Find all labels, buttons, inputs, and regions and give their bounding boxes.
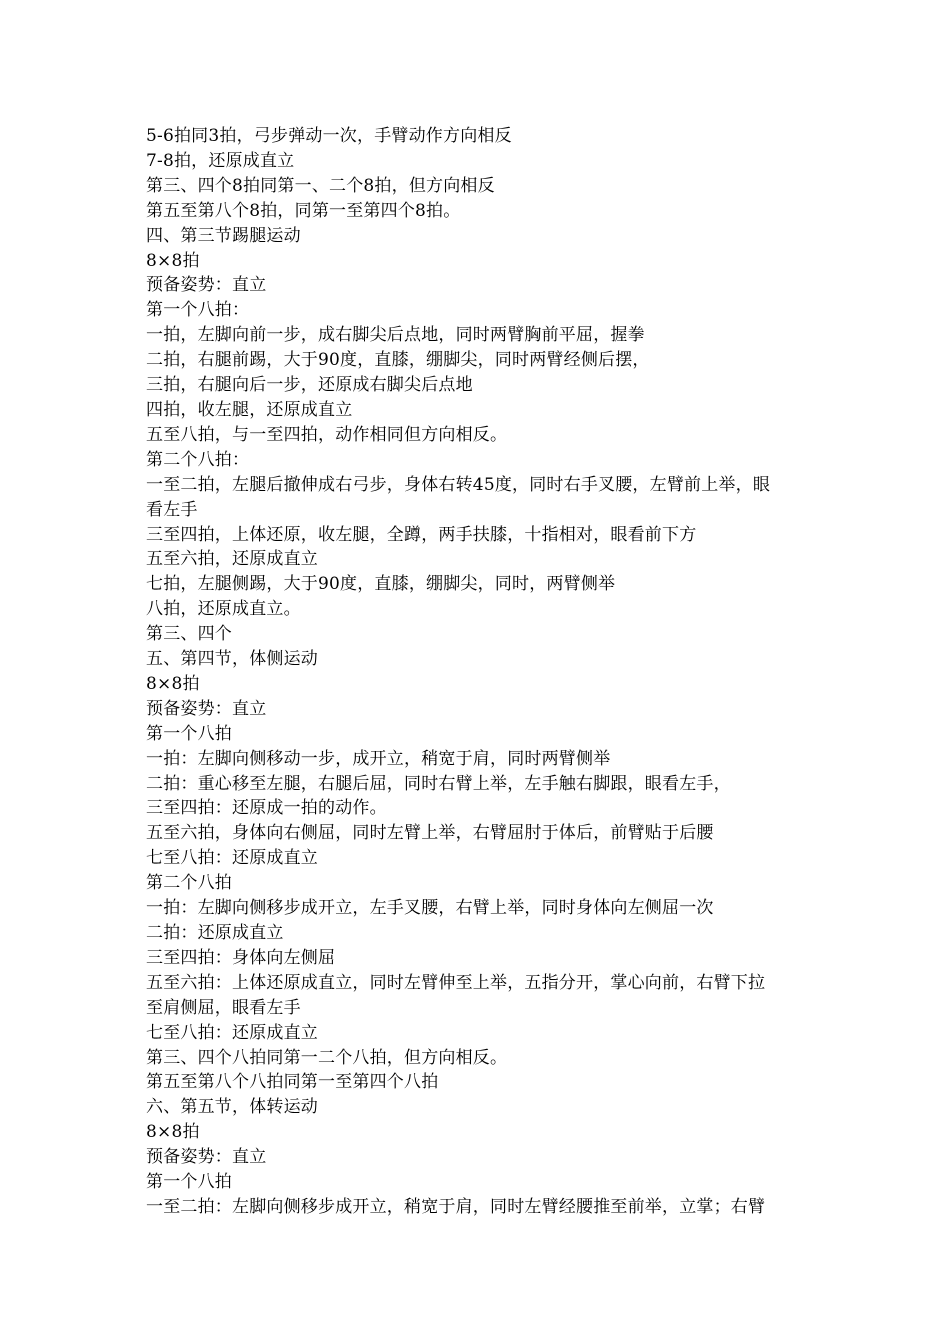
text-line: 第三、四个 bbox=[146, 624, 232, 645]
text-line: 至肩侧屈，眼看左手 bbox=[146, 997, 301, 1018]
text-line: 三至四拍：还原成一拍的动作。 bbox=[146, 798, 387, 819]
text-line: 二拍：还原成直立 bbox=[146, 923, 284, 943]
text-line: 5-6拍同3拍，弓步弹动一次，手臂动作方向相反 bbox=[146, 126, 512, 146]
text-line: 五至八拍，与一至四拍，动作相同但方向相反。 bbox=[146, 424, 508, 445]
text-line: 看左手 bbox=[146, 499, 198, 520]
text-line: 一至二拍：左脚向侧移步成开立，稍宽于肩，同时左臂经腰推至前举，立掌；右臂 bbox=[146, 1196, 766, 1217]
text-line: 预备姿势：直立 bbox=[146, 1147, 267, 1168]
text-line: 第一个八拍 bbox=[146, 1172, 232, 1193]
text-line: 七拍，左腿侧踢，大于90度，直膝，绷脚尖，同时，两臂侧举 bbox=[146, 574, 616, 595]
text-line: 三拍，右腿向后一步，还原成右脚尖后点地 bbox=[146, 375, 473, 396]
text-line: 四拍，收左腿，还原成直立 bbox=[146, 399, 353, 420]
text-line: 8×8拍 bbox=[146, 1122, 200, 1143]
text-line: 预备姿势：直立 bbox=[146, 698, 267, 719]
text-line: 8×8拍 bbox=[146, 250, 200, 271]
text-line: 二拍：重心移至左腿，右腿后屈，同时右臂上举，左手触右脚跟，眼看左手， bbox=[146, 773, 731, 794]
text-line: 八拍，还原成直立。 bbox=[146, 599, 301, 620]
text-line: 四、第三节踢腿运动 bbox=[146, 225, 301, 246]
text-line: 五至六拍，还原成直立 bbox=[146, 549, 318, 570]
text-line: 第一个八拍： bbox=[146, 300, 250, 321]
text-line: 一拍，左脚向前一步，成右脚尖后点地，同时两臂胸前平屈，握拳 bbox=[146, 325, 645, 346]
text-line: 第三、四个8拍同第一、二个8拍，但方向相反 bbox=[146, 175, 495, 196]
text-line: 五、第四节，体侧运动 bbox=[146, 649, 318, 670]
text-line: 一至二拍，左腿后撤伸成右弓步，身体右转45度，同时右手叉腰，左臂前上举，眼 bbox=[146, 474, 771, 495]
text-line: 第五至第八个八拍同第一至第四个八拍 bbox=[146, 1072, 439, 1093]
document-body bbox=[146, 124, 812, 1220]
text-line: 七至八拍：还原成直立 bbox=[146, 848, 318, 869]
text-line: 第五至第八个8拍，同第一至第四个8拍。 bbox=[146, 200, 461, 221]
text-line: 三至四拍，上体还原，收左腿，全蹲，两手扶膝，十指相对，眼看前下方 bbox=[146, 524, 697, 545]
text-line: 七至八拍：还原成直立 bbox=[146, 1022, 318, 1043]
text-line: 六、第五节，体转运动 bbox=[146, 1097, 318, 1118]
text-line: 二拍，右腿前踢，大于90度，直膝，绷脚尖，同时两臂经侧后摆， bbox=[146, 350, 650, 371]
text-line: 第二个八拍： bbox=[146, 449, 250, 470]
text-line: 第三、四个八拍同第一二个八拍，但方向相反。 bbox=[146, 1047, 508, 1068]
text-line: 三至四拍：身体向左侧屈 bbox=[146, 947, 336, 968]
text-line: 一拍：左脚向侧移动一步，成开立，稍宽于肩，同时两臂侧举 bbox=[146, 748, 611, 769]
text-line: 预备姿势：直立 bbox=[146, 275, 267, 296]
text-line: 第一个八拍 bbox=[146, 723, 232, 744]
text-line: 五至六拍，身体向右侧屈，同时左臂上举，右臂屈肘于体后，前臂贴于后腰 bbox=[146, 823, 714, 844]
text-line: 一拍：左脚向侧移步成开立，左手叉腰，右臂上举，同时身体向左侧屈一次 bbox=[146, 898, 714, 919]
text-line: 五至六拍：上体还原成直立，同时左臂伸至上举，五指分开，掌心向前，右臂下拉 bbox=[146, 972, 766, 993]
text-line: 8×8拍 bbox=[146, 673, 200, 694]
text-line: 7-8拍，还原成直立 bbox=[146, 150, 295, 171]
text-line: 第二个八拍 bbox=[146, 873, 232, 894]
